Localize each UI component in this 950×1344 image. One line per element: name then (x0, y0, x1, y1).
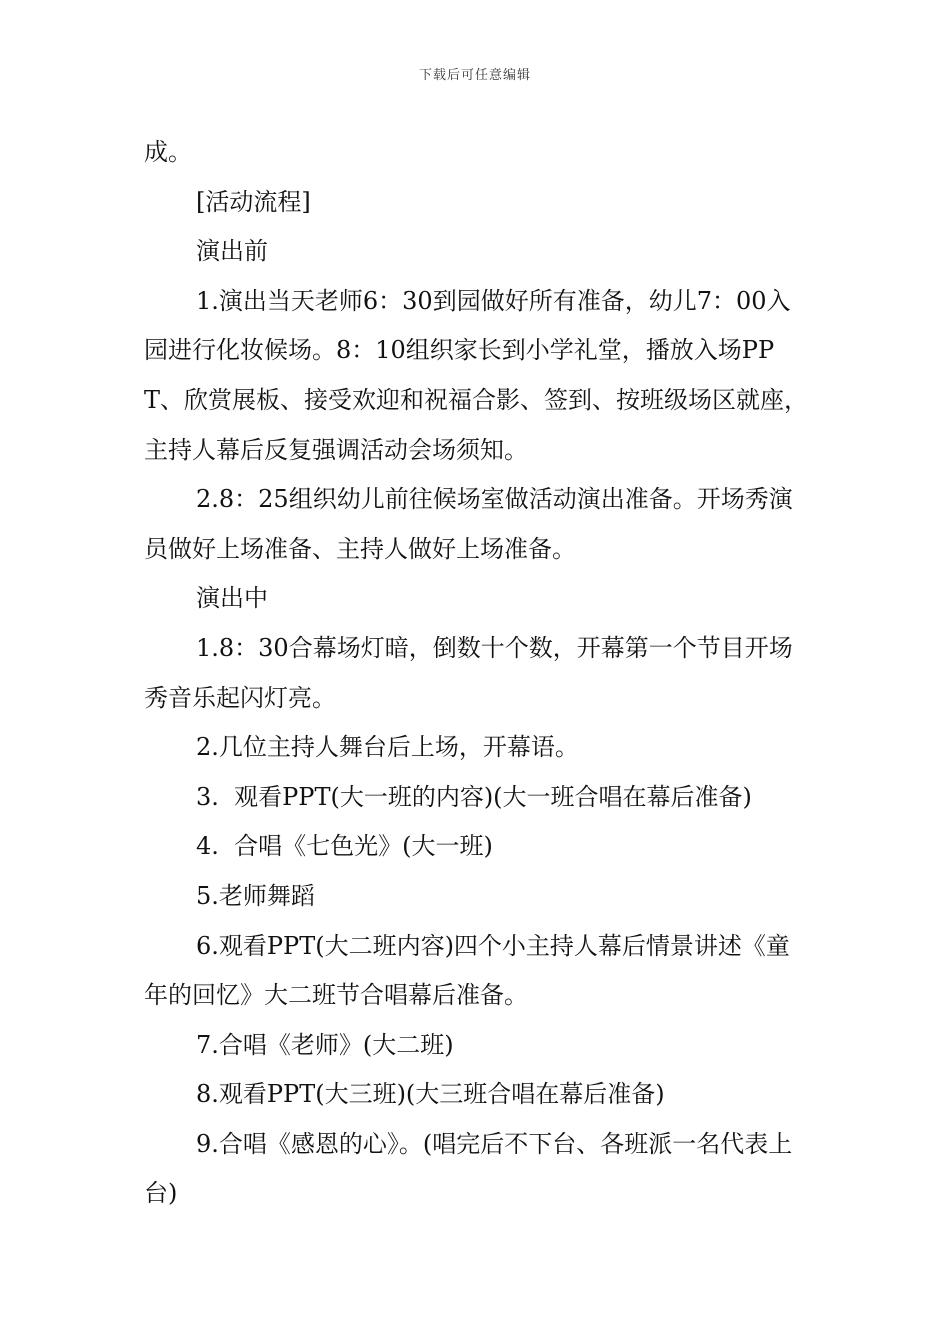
list-item-during-3: 3. 观看PPT(大一班的内容)(大一班合唱在幕后准备) (196, 782, 752, 811)
subheading-before-performance: 演出前 (196, 237, 268, 266)
page-header: 下载后可任意编辑 (418, 68, 531, 83)
subheading-during-performance: 演出中 (196, 584, 268, 613)
list-item-during-8: 8.观看PPT(大三班)(大三班合唱在幕后准备) (196, 1080, 665, 1109)
document-body (144, 128, 809, 1219)
list-item-during-9: 9.合唱《感恩的心》。(唱完后不下台、各班派一名代表上台) (144, 1129, 793, 1208)
list-item-during-4: 4. 合唱《七色光》(大一班) (196, 832, 493, 861)
list-item-before-2: 2.8：25组织幼儿前往候场室做活动演出准备。开场秀演员做好上场准备、主持人做好上场准备。 (144, 485, 793, 563)
list-item-before-1: 1.演出当天老师6：30到园做好所有准备，幼儿7：00入园进行化妆候场。8：10组织家长到小学礼堂，播放入场PPT、欣赏展板、接受欢迎和祝福合影、签到、按班级场区就座，主持人幕后反复强调活动会场须知。 (144, 286, 809, 464)
paragraph-continuation: 成。 (144, 138, 192, 166)
list-item-during-5: 5.老师舞蹈 (196, 881, 315, 910)
section-heading-activity-process: [活动流程] (196, 187, 311, 216)
list-item-during-7: 7.合唱《老师》(大二班) (196, 1030, 454, 1059)
list-item-during-2: 2.几位主持人舞台后上场，开幕语。 (196, 733, 579, 762)
list-item-during-1: 1.8：30合幕场灯暗，倒数十个数，开幕第一个节目开场秀音乐起闪灯亮。 (144, 633, 793, 712)
list-item-during-6: 6.观看PPT(大二班内容)四个小主持人幕后情景讲述《童年的回忆》大二班节合唱幕后准备。 (144, 931, 790, 1010)
